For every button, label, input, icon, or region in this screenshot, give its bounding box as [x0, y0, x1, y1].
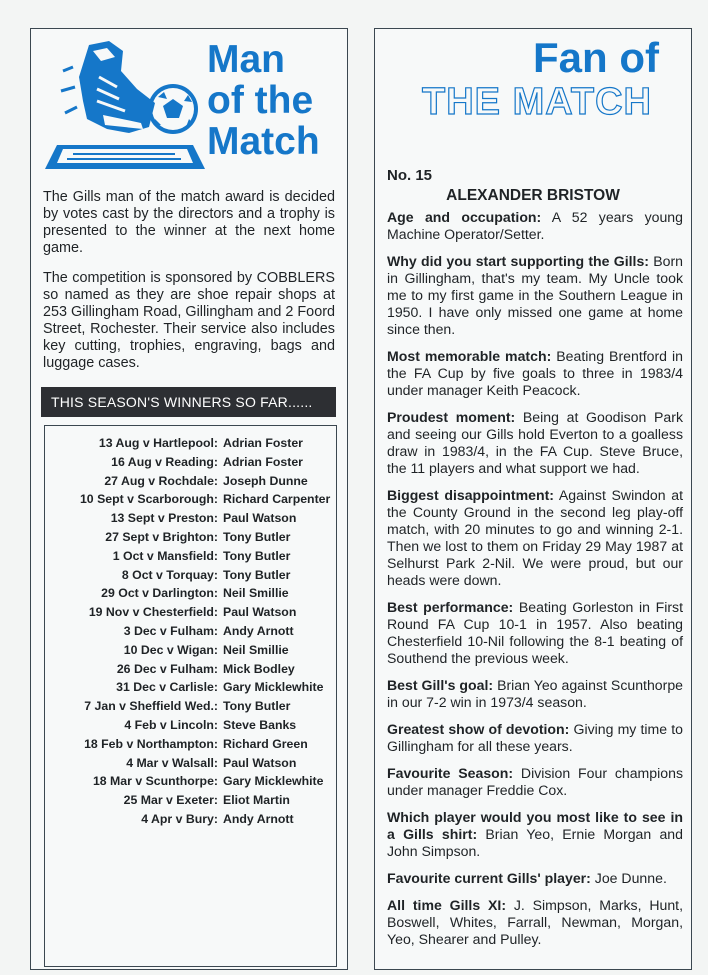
winner-player: Gary Micklewhite — [223, 680, 324, 695]
winner-row — [45, 528, 336, 547]
winner-match: 31 Dec v Carlisle: — [116, 680, 218, 695]
winner-row — [45, 660, 336, 679]
winner-player: Andy Arnott — [223, 812, 294, 826]
winner-row — [45, 622, 336, 641]
winners-list — [44, 425, 337, 967]
winner-match: 19 Nov v Chesterfield: — [88, 605, 218, 620]
fan-of-match-panel — [374, 28, 692, 970]
qa-item — [387, 599, 683, 667]
winner-match: 10 Sept v Scarborough: — [79, 492, 218, 507]
qa-answer: Brian Yeo against Scunthorpe in our 7-2 win in 1973/4 season. — [387, 677, 683, 710]
qa-question: Best Gill's goal: — [387, 677, 494, 693]
winner-player: Richard Green — [223, 736, 308, 751]
winner-match: 25 Mar v Exeter: — [123, 793, 218, 808]
qa-item — [387, 870, 683, 887]
winner-player: Steve Banks — [223, 718, 297, 732]
qa-question: Most memorable match: — [387, 348, 552, 364]
season-winners-heading: THIS SEASON'S WINNERS SO FAR...... — [41, 387, 336, 417]
winner-row — [45, 490, 336, 509]
qa-answer: Beating Brentford in the FA Cup by five goals to three in 1983/4 under manager Keith Peacock. — [387, 348, 683, 398]
winner-row — [45, 678, 336, 697]
qa-question: Best performance: — [387, 599, 514, 615]
subtitle-text: THE MATCH — [422, 81, 652, 121]
winner-player: Gary Micklewhite — [223, 774, 324, 789]
winner-row — [45, 641, 336, 660]
qa-question: Which player would you most like to see in a Gills shirt: — [387, 809, 683, 842]
title-line: of the — [207, 79, 314, 122]
qa-answer: Being at Goodison Park and seeing our Gills hold Everton to a goalless draw in 1983/4, in the FA Cup. Steve Bruce, the 11 players and what support we had. — [387, 409, 683, 476]
qa-item — [387, 721, 683, 755]
qa-answer: Brian Yeo, Ernie Morgan and John Simpson. — [387, 826, 683, 859]
winner-player: Joseph Dunne — [223, 473, 308, 488]
winner-match: 18 Feb v Northampton: — [84, 736, 218, 751]
winner-player: Andy Arnott — [223, 624, 294, 638]
qa-question: Biggest disappointment: — [387, 487, 554, 503]
qa-item — [387, 809, 683, 860]
winner-row — [45, 754, 336, 773]
winner-match: 7 Jan v Sheffield Wed.: — [84, 699, 218, 714]
man-of-match-panel — [30, 28, 348, 970]
winner-match: 16 Aug v Reading: — [111, 454, 218, 469]
intro-paragraph: The Gills man of the match award is decided by votes cast by the directors and a trophy is presented to the winner at the next home game. — [43, 189, 335, 256]
winner-player: Richard Carpenter — [223, 492, 331, 507]
qa-answer: Division Four champions under manager Freddie Cox. — [387, 765, 683, 798]
fan-name: ALEXANDER BRISTOW — [446, 187, 620, 204]
winner-match: 4 Mar v Walsall: — [126, 755, 218, 770]
qa-answer: Born in Gillingham, that's my team. My Uncle took me to my first game in the Southern League in 1950. I have only missed one game at home since then. — [387, 253, 684, 337]
qa-item — [387, 348, 683, 399]
qa-item — [387, 487, 683, 589]
qa-question: Favourite Season: — [387, 765, 514, 781]
qa-question: Greatest show of devotion: — [387, 721, 570, 737]
winner-player: Neil Smillie — [223, 642, 289, 657]
winner-match: 29 Oct v Darlington: — [101, 586, 218, 601]
winner-match: 13 Sept v Preston: — [110, 511, 218, 526]
winner-row — [45, 547, 336, 566]
winner-match: 18 Mar v Scunthorpe: — [92, 774, 218, 789]
intro-paragraph: The competition is sponsored by COBBLERS so named as they are shoe repair shops at 253 Gillingham Road, Gillingham and 2 Foord Street, Rochester. Their service also includes key cutting, trophies, engraving, bags and luggage cases. — [43, 270, 335, 371]
winner-match: 3 Dec v Fulham: — [123, 624, 218, 638]
winner-match: 8 Oct v Torquay: — [121, 567, 218, 582]
winner-player: Adrian Foster — [223, 454, 303, 469]
winner-row — [45, 772, 336, 791]
winner-player: Mick Bodley — [223, 661, 295, 676]
man-of-match-title — [207, 39, 347, 162]
qa-answer: Against Swindon at the County Ground in the second leg play-off match, with 20 minutes to go and winning 2-1. Then we lost to them on Friday 29 May 1987 at Selhurst Park 2-Nil. We were proud, but our heads were down. — [387, 487, 684, 588]
boot-and-ball-logo-icon — [43, 37, 215, 185]
winner-match: 27 Aug v Rochdale: — [104, 473, 218, 488]
qa-answer: J. Simpson, Marks, Hunt, Boswell, Whites, Farrall, Newman, Morgan, Yeo, Shearer and Pulley. — [387, 897, 684, 947]
qa-item — [387, 897, 683, 948]
fan-of-match-subtitle — [407, 81, 667, 121]
qa-question: Proudest moment: — [387, 409, 516, 425]
fan-of-match-title: Fan of — [533, 34, 659, 81]
qa-answer: Beating Gorleston in First Round FA Cup 10-1 in 1957. Also beating Chesterfield 10-Nil following the 8-1 beating of Southend the previous week. — [387, 599, 683, 666]
winner-player: Tony Butler — [223, 548, 291, 563]
winner-player: Tony Butler — [223, 530, 291, 544]
winner-player: Tony Butler — [223, 567, 291, 582]
winner-row — [45, 697, 336, 716]
winner-row — [45, 791, 336, 810]
title-line: Match — [207, 120, 320, 163]
winner-match: 26 Dec v Fulham: — [116, 661, 218, 676]
winner-player: Paul Watson — [223, 755, 297, 770]
winner-row — [45, 566, 336, 585]
qa-question: Why did you start supporting the Gills: — [387, 253, 649, 269]
winner-row — [45, 810, 336, 829]
qa-item — [387, 677, 683, 711]
winner-row — [45, 735, 336, 754]
fan-number: No. 15 — [387, 167, 433, 184]
qa-item — [387, 409, 683, 477]
winner-row — [45, 453, 336, 472]
winner-player: Paul Watson — [223, 511, 297, 526]
winner-player: Eliot Martin — [223, 793, 290, 808]
qa-item — [387, 765, 683, 799]
intro-text — [43, 189, 335, 385]
qa-answer: Joe Dunne. — [590, 870, 667, 886]
winner-row — [45, 584, 336, 603]
qa-answer: Giving my time to Gillingham for all these years. — [387, 721, 684, 754]
fan-questions — [387, 209, 683, 958]
winner-match: 10 Dec v Wigan: — [123, 642, 218, 657]
winner-player: Neil Smillie — [223, 586, 289, 601]
winner-row — [45, 434, 336, 453]
qa-item — [387, 253, 683, 338]
winner-row — [45, 472, 336, 491]
winner-row — [45, 716, 336, 735]
winner-row — [45, 603, 336, 622]
title-line: Man — [207, 38, 285, 81]
winner-player: Adrian Foster — [223, 436, 303, 450]
winner-match: 13 Aug v Hartlepool: — [98, 436, 218, 450]
winner-match: 27 Sept v Brighton: — [105, 530, 218, 544]
qa-question: Favourite current Gills' player: — [387, 870, 591, 886]
qa-answer: A 52 years young Machine Operator/Setter. — [387, 209, 683, 242]
winner-row — [45, 509, 336, 528]
winner-match: 1 Oct v Mansfield: — [112, 548, 218, 563]
winner-match: 4 Apr v Bury: — [141, 812, 218, 826]
winner-player: Paul Watson — [223, 605, 297, 620]
winner-player: Tony Butler — [223, 699, 291, 714]
winner-match: 4 Feb v Lincoln: — [124, 718, 218, 732]
qa-item — [387, 209, 683, 243]
qa-question: All time Gills XI: — [387, 897, 507, 913]
qa-question: Age and occupation: — [387, 209, 542, 225]
